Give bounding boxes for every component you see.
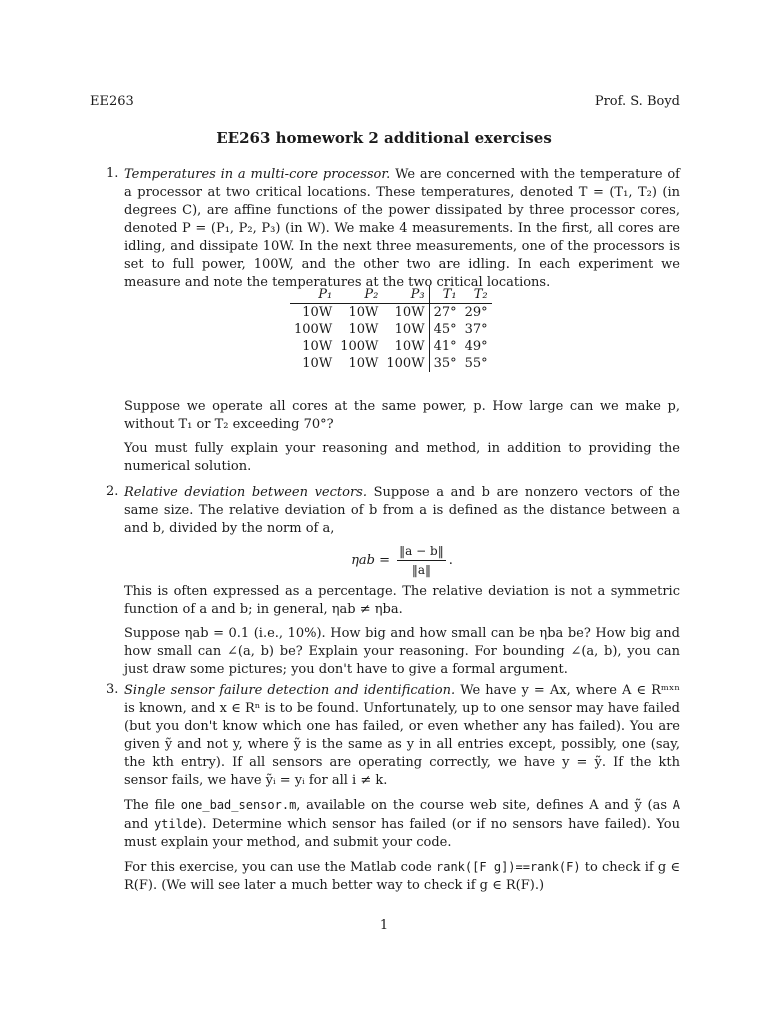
problem-number: 2.: [106, 484, 119, 499]
problem-text: We have y = Ax, where A ∈ Rᵐˣⁿ is known, and x ∈ Rⁿ is to be found. Unfortunately, up to one sensor may have failed (but you don't know which one has failed, or even whether any has failed). You are given ỹ and not y, where ỹ is the same as y in all entries except, possibly, one (say, the kth entry). If all sensors are operating correctly, we have y = ỹ. If the kth sensor fails, we have ỹᵢ = yᵢ for all i ≠ k.: [124, 683, 681, 788]
problem-3-file-paragraph: [124, 796, 680, 852]
problem-text: This is often expressed as a percentage. The relative deviation is not a symmetric function of a and b; in general, ηab ≠ ηba.: [124, 584, 680, 617]
table-cell: 10W: [382, 304, 429, 322]
document-title: EE263 homework 2 additional exercises: [216, 129, 552, 147]
column-header: P₁: [290, 286, 336, 304]
problem-number: 1.: [106, 166, 119, 181]
table-cell: 10W: [348, 305, 379, 320]
text-run: , available on the course web site, defines A and ỹ (as: [296, 798, 668, 813]
course-code: EE263: [90, 94, 134, 109]
table-cell: 35°: [433, 356, 457, 371]
table-row: [290, 304, 492, 322]
problem-2-intro: [124, 484, 680, 538]
text-run: to check if g ∈ R(F). (We will see later a much better way to check if g ∈ R(F).): [124, 860, 681, 893]
equation-period: .: [448, 553, 453, 568]
problem-text: You must fully explain your reasoning and method, in addition to providing the numerical solution.: [124, 441, 680, 474]
equation-fraction: [397, 542, 446, 579]
relative-deviation-equation: [124, 542, 680, 579]
problem-2: [92, 484, 680, 685]
text-run: For this exercise, you can use the Matlab code: [124, 860, 432, 875]
problem-number: 3.: [106, 682, 119, 697]
table-cell: 37°: [464, 322, 488, 337]
problem-text: We are concerned with the temperature of a processor at two critical locations. These temperatures, denoted T = (T₁, T₂) (in degrees C), are affine functions of the power dissipated by three processor cores, denoted P = (P₁, P₂, P₃) (in W). We make 4 measurements. In the first, all cores are idling, and dissipate 10W. In the next three measurements, one of the processors is set to full power, 100W, and the other two are idling. In each experiment we measure and note the temperatures at the two critical locations.: [124, 167, 680, 290]
table-cell: 41°: [433, 339, 457, 354]
problem-heading: Single sensor failure detection and identification.: [124, 683, 456, 698]
table-cell: 10W: [382, 338, 429, 355]
page-number: 1: [379, 918, 389, 933]
table-header-row: [290, 286, 492, 304]
text-run: The file: [124, 798, 175, 813]
table-row: [290, 321, 492, 338]
problem-1-intro: [124, 166, 680, 292]
equation-lhs: ηab =: [351, 553, 391, 568]
instructor-name: Prof. S. Boyd: [594, 94, 680, 109]
variable-name: ytilde: [153, 817, 198, 831]
problem-heading: Temperatures in a multi-core processor.: [124, 167, 391, 182]
table-row: [290, 338, 492, 355]
file-name: one_bad_sensor.m: [180, 798, 297, 812]
table-row: [290, 355, 492, 372]
equation-numerator: ‖a − b‖: [397, 542, 446, 561]
text-run: ). Determine which sensor has failed (or if no sensors have failed). You must explain your method, and submit your code.: [124, 817, 680, 850]
problem-text: Suppose a and b are nonzero vectors of the same size. The relative deviation of b from a is defined as the distance between a and b, divided by the norm of a,: [124, 485, 680, 536]
table-cell: 100W: [340, 339, 379, 354]
problem-heading: Relative deviation between vectors.: [124, 485, 367, 500]
problem-3-intro: [124, 682, 680, 790]
table-cell: 100W: [382, 355, 429, 372]
table-cell: 10W: [302, 356, 333, 371]
table-cell: 27°: [433, 305, 457, 320]
table-cell: 10W: [302, 339, 333, 354]
problem-3-code-paragraph: [124, 858, 680, 895]
table-cell: 45°: [433, 322, 457, 337]
table-cell: 55°: [464, 356, 488, 371]
column-header: T₂: [461, 286, 492, 304]
problem-1-questions: [92, 398, 680, 482]
table-cell: 10W: [348, 356, 379, 371]
equation-denominator: ‖a‖: [411, 563, 432, 577]
column-header: T₁: [429, 286, 461, 304]
variable-name: A: [672, 798, 680, 812]
table-cell: 29°: [464, 305, 488, 320]
column-header: P₂: [336, 286, 382, 304]
problem-text: Suppose we operate all cores at the same power, p. How large can we make p, without T₁ or T₂ exceeding 70°?: [124, 399, 680, 432]
problem-1: [92, 166, 680, 298]
table-cell: 10W: [382, 321, 429, 338]
table-cell: 100W: [294, 322, 333, 337]
table-cell: 10W: [348, 322, 379, 337]
table-cell: 49°: [464, 339, 488, 354]
text-run: and: [124, 817, 149, 832]
problem-text: Suppose ηab = 0.1 (i.e., 10%). How big and how small can be ηba be? How big and how small can ∠(a, b) be? Explain your reasoning. For bounding ∠(a, b), you can just draw some pictures; you don't have to give a formal argument.: [124, 626, 680, 677]
table-cell: 10W: [302, 305, 333, 320]
column-header: P₃: [382, 286, 429, 304]
measurement-table: [290, 286, 492, 372]
problem-3: [92, 682, 680, 901]
matlab-code: rank([F g])==rank(F): [436, 860, 581, 874]
